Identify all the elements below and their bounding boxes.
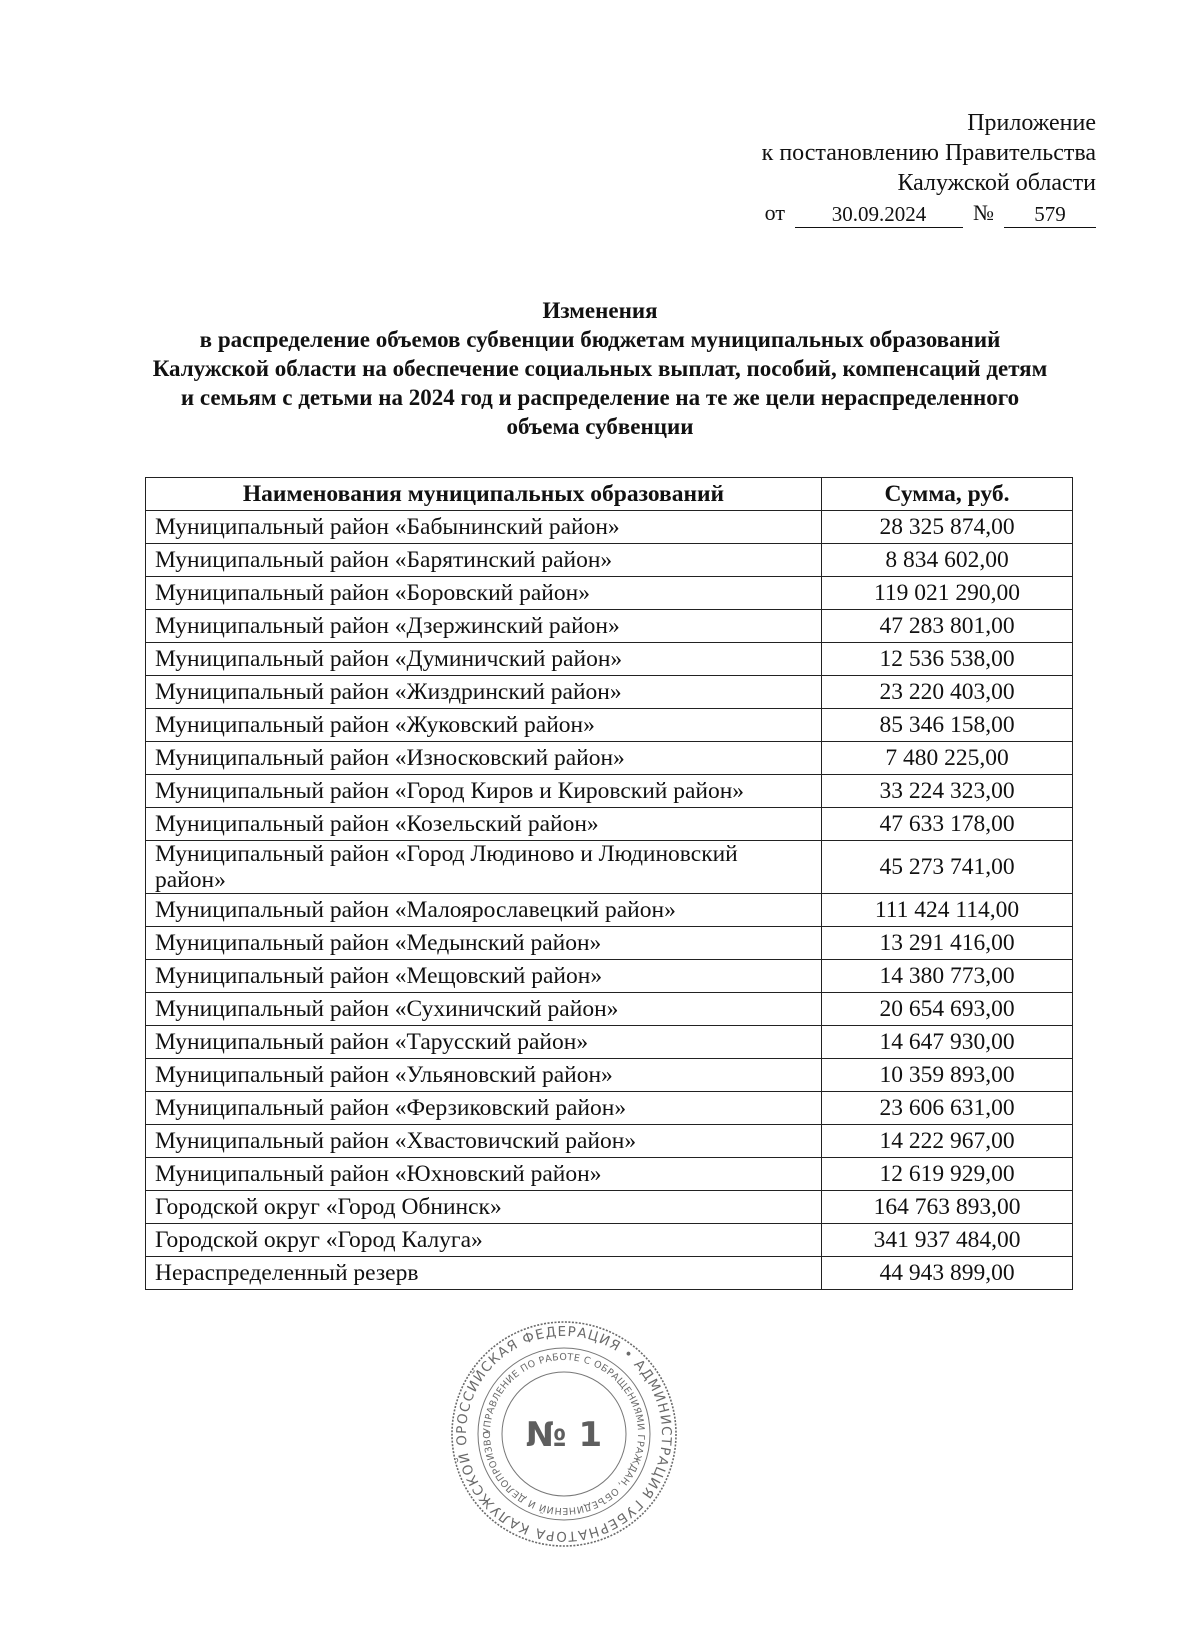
title-line: объема субвенции bbox=[506, 414, 694, 439]
table-header-row bbox=[146, 478, 1073, 511]
municipality-name: Городской округ «Город Обнинск» bbox=[146, 1191, 822, 1224]
table-row bbox=[146, 742, 1073, 775]
subvention-sum: 13 291 416,00 bbox=[822, 927, 1073, 960]
table-row bbox=[146, 775, 1073, 808]
table-row bbox=[146, 643, 1073, 676]
subvention-sum: 111 424 114,00 bbox=[822, 894, 1073, 927]
municipality-name: Муниципальный район «Малоярославецкий район» bbox=[146, 894, 822, 927]
subvention-sum: 33 224 323,00 bbox=[822, 775, 1073, 808]
municipality-name: Муниципальный район «Город Людиново и Людиновский район» bbox=[146, 841, 822, 894]
table-row bbox=[146, 1059, 1073, 1092]
table-row bbox=[146, 808, 1073, 841]
municipality-name: Муниципальный район «Медынский район» bbox=[146, 927, 822, 960]
municipality-name: Городской округ «Город Калуга» bbox=[146, 1224, 822, 1257]
municipality-name: Муниципальный район «Хвастовичский район» bbox=[146, 1125, 822, 1158]
appendix-block bbox=[636, 108, 1096, 228]
municipality-name: Муниципальный район «Тарусский район» bbox=[146, 1026, 822, 1059]
subvention-sum: 47 283 801,00 bbox=[822, 610, 1073, 643]
municipality-name: Муниципальный район «Ульяновский район» bbox=[146, 1059, 822, 1092]
table-body bbox=[146, 511, 1073, 1290]
stamp-center-number: № 1 bbox=[525, 1415, 603, 1455]
stamp-seal-graphic bbox=[448, 1318, 680, 1550]
municipality-name: Муниципальный район «Ферзиковский район» bbox=[146, 1092, 822, 1125]
subvention-sum: 20 654 693,00 bbox=[822, 993, 1073, 1026]
subvention-sum: 12 619 929,00 bbox=[822, 1158, 1073, 1191]
column-header-name: Наименования муниципальных образований bbox=[146, 478, 822, 511]
table-row bbox=[146, 1125, 1073, 1158]
title-line: Калужской области на обеспечение социальных выплат, пособий, компенсаций детям bbox=[152, 356, 1048, 381]
table-row bbox=[146, 544, 1073, 577]
distribution-table bbox=[145, 477, 1073, 1290]
table-row bbox=[146, 894, 1073, 927]
appendix-decree-line: к постановлению Правительства bbox=[761, 140, 1096, 166]
municipality-name: Муниципальный район «Козельский район» bbox=[146, 808, 822, 841]
municipality-name: Муниципальный район «Думиничский район» bbox=[146, 643, 822, 676]
subvention-sum: 45 273 741,00 bbox=[822, 841, 1073, 894]
municipality-name: Муниципальный район «Боровский район» bbox=[146, 577, 822, 610]
table-row bbox=[146, 1191, 1073, 1224]
table-row bbox=[146, 1158, 1073, 1191]
decree-number: 579 bbox=[1004, 202, 1096, 228]
subvention-sum: 8 834 602,00 bbox=[822, 544, 1073, 577]
title-line: в распределение объемов субвенции бюджетам муниципальных образований bbox=[199, 327, 1001, 352]
subvention-sum: 23 220 403,00 bbox=[822, 676, 1073, 709]
municipality-name: Муниципальный район «Износковский район» bbox=[146, 742, 822, 775]
municipality-name: Муниципальный район «Жиздринский район» bbox=[146, 676, 822, 709]
table-row bbox=[146, 841, 1073, 894]
municipality-name: Муниципальный район «Мещовский район» bbox=[146, 960, 822, 993]
stamp-inner-text: УПРАВЛЕНИЕ ПО РАБОТЕ С ОБРАЩЕНИЯМИ ГРАЖДАН, ОБЪЕДИНЕНИЙ И ДЕЛОПРОИЗВО bbox=[481, 1351, 647, 1517]
appendix-label: Приложение bbox=[967, 110, 1096, 136]
municipality-name: Муниципальный район «Дзержинский район» bbox=[146, 610, 822, 643]
table-row bbox=[146, 960, 1073, 993]
appendix-region-line: Калужской области bbox=[897, 170, 1096, 196]
table-row bbox=[146, 610, 1073, 643]
subvention-sum: 119 021 290,00 bbox=[822, 577, 1073, 610]
municipality-name: Муниципальный район «Жуковский район» bbox=[146, 709, 822, 742]
subvention-sum: 28 325 874,00 bbox=[822, 511, 1073, 544]
date-prefix: от bbox=[764, 200, 785, 225]
number-prefix: № bbox=[973, 200, 994, 225]
subvention-sum: 14 647 930,00 bbox=[822, 1026, 1073, 1059]
subvention-sum: 164 763 893,00 bbox=[822, 1191, 1073, 1224]
document-title bbox=[100, 296, 1100, 441]
official-stamp bbox=[448, 1318, 680, 1550]
table-row bbox=[146, 577, 1073, 610]
municipality-name: Муниципальный район «Сухиничский район» bbox=[146, 993, 822, 1026]
table-row bbox=[146, 1224, 1073, 1257]
title-line: и семьям с детьми на 2024 год и распределение на те же цели нераспределенного bbox=[180, 385, 1020, 410]
subvention-sum: 7 480 225,00 bbox=[822, 742, 1073, 775]
subvention-sum: 14 380 773,00 bbox=[822, 960, 1073, 993]
municipality-name: Муниципальный район «Юхновский район» bbox=[146, 1158, 822, 1191]
municipality-name: Муниципальный район «Бабынинский район» bbox=[146, 511, 822, 544]
title-line: Изменения bbox=[542, 298, 658, 323]
subvention-sum: 12 536 538,00 bbox=[822, 643, 1073, 676]
municipality-name: Муниципальный район «Барятинский район» bbox=[146, 544, 822, 577]
subvention-sum: 14 222 967,00 bbox=[822, 1125, 1073, 1158]
table-row bbox=[146, 511, 1073, 544]
subvention-sum: 23 606 631,00 bbox=[822, 1092, 1073, 1125]
table-row bbox=[146, 1092, 1073, 1125]
table-row bbox=[146, 676, 1073, 709]
subvention-sum: 47 633 178,00 bbox=[822, 808, 1073, 841]
subvention-sum: 85 346 158,00 bbox=[822, 709, 1073, 742]
decree-date: 30.09.2024 bbox=[795, 202, 963, 228]
table-row bbox=[146, 1026, 1073, 1059]
subvention-sum: 341 937 484,00 bbox=[822, 1224, 1073, 1257]
subvention-sum: 44 943 899,00 bbox=[822, 1257, 1073, 1290]
subvention-sum: 10 359 893,00 bbox=[822, 1059, 1073, 1092]
table-row bbox=[146, 993, 1073, 1026]
stamp-outer-text: РОССИЙСКАЯ ФЕДЕРАЦИЯ • АДМИНИСТРАЦИЯ ГУБЕРНАТОРА КАЛУЖСКОЙ О bbox=[453, 1323, 675, 1545]
table-row bbox=[146, 709, 1073, 742]
column-header-sum: Сумма, руб. bbox=[822, 478, 1073, 511]
table-row bbox=[146, 1257, 1073, 1290]
table-row bbox=[146, 927, 1073, 960]
municipality-name: Муниципальный район «Город Киров и Кировский район» bbox=[146, 775, 822, 808]
municipality-name: Нераспределенный резерв bbox=[146, 1257, 822, 1290]
date-number-line bbox=[636, 198, 1096, 228]
